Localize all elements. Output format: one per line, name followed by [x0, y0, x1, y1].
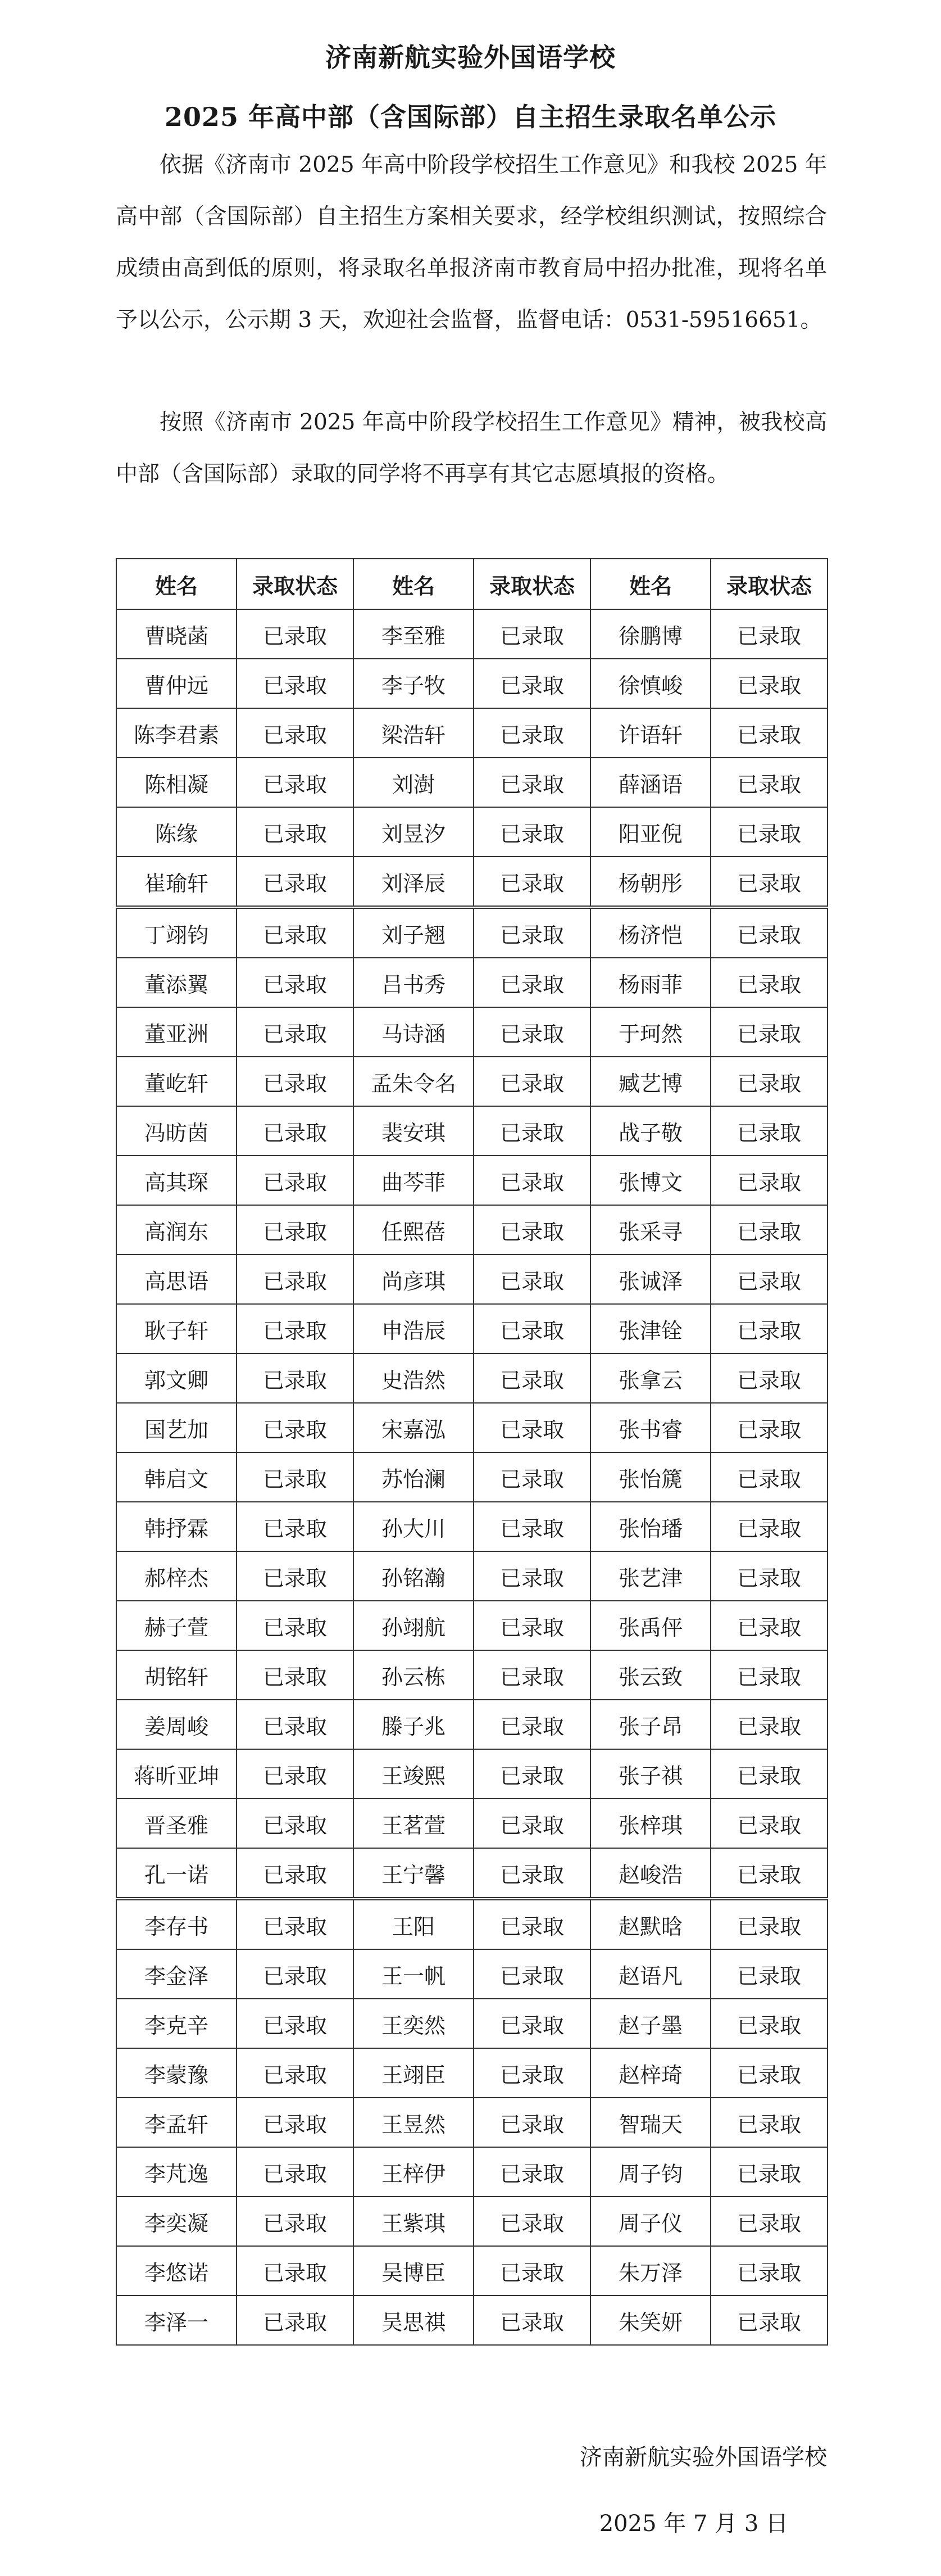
column-header-name: 姓名 — [116, 559, 237, 609]
table-row — [116, 1899, 828, 1949]
admission-status-cell: 已录取 — [237, 1156, 353, 1205]
student-name-cell: 蒋昕亚坤 — [116, 1749, 237, 1799]
admission-status-cell: 已录取 — [711, 1452, 828, 1502]
admission-status-cell: 已录取 — [711, 1601, 828, 1650]
admission-status-cell: 已录取 — [711, 807, 828, 857]
student-name-cell: 朱笑妍 — [590, 2296, 711, 2345]
admission-status-cell: 已录取 — [474, 609, 590, 659]
school-title: 济南新航实验外国语学校 — [325, 42, 616, 73]
student-name-cell: 张梓琪 — [590, 1799, 711, 1848]
student-name-cell: 董屹轩 — [116, 1057, 237, 1106]
admission-status-cell: 已录取 — [711, 958, 828, 1007]
admission-status-cell: 已录取 — [237, 958, 353, 1007]
student-name-cell: 苏怡澜 — [353, 1452, 474, 1502]
table-row — [116, 758, 828, 807]
admission-status-cell: 已录取 — [237, 758, 353, 807]
student-name-cell: 王一帆 — [353, 1949, 474, 1999]
student-name-cell: 李孟轩 — [116, 2098, 237, 2147]
student-name-cell: 赵梓琦 — [590, 2048, 711, 2098]
student-name-cell: 李悠诺 — [116, 2246, 237, 2296]
admission-status-cell: 已录取 — [474, 1156, 590, 1205]
admission-status-cell: 已录取 — [474, 1205, 590, 1255]
admission-status-cell: 已录取 — [474, 1255, 590, 1304]
student-name-cell: 董添翼 — [116, 958, 237, 1007]
admission-status-cell: 已录取 — [711, 758, 828, 807]
admission-status-cell: 已录取 — [711, 1205, 828, 1255]
admission-status-cell: 已录取 — [474, 659, 590, 708]
admission-status-cell: 已录取 — [237, 659, 353, 708]
admission-status-cell: 已录取 — [474, 1848, 590, 1899]
student-name-cell: 吕书秀 — [353, 958, 474, 1007]
student-name-cell: 郭文卿 — [116, 1353, 237, 1403]
student-name-cell: 王梓伊 — [353, 2147, 474, 2197]
student-name-cell: 李子牧 — [353, 659, 474, 708]
table-row — [116, 1650, 828, 1700]
student-name-cell: 张怡璠 — [590, 1502, 711, 1551]
student-name-cell: 徐慎峻 — [590, 659, 711, 708]
student-name-cell: 吴思祺 — [353, 2296, 474, 2345]
student-name-cell: 曲芩菲 — [353, 1156, 474, 1205]
admission-status-cell: 已录取 — [711, 2296, 828, 2345]
student-name-cell: 马诗涵 — [353, 1007, 474, 1057]
admission-status-cell: 已录取 — [474, 2296, 590, 2345]
table-row — [116, 2147, 828, 2197]
student-name-cell: 周子钧 — [590, 2147, 711, 2197]
column-header-status: 录取状态 — [237, 559, 353, 609]
admission-status-cell: 已录取 — [711, 1403, 828, 1452]
table-row — [116, 1057, 828, 1106]
admission-status-cell: 已录取 — [474, 1999, 590, 2048]
table-row — [116, 1949, 828, 1999]
table-row — [116, 1403, 828, 1452]
student-name-cell: 张书睿 — [590, 1403, 711, 1452]
admission-status-cell: 已录取 — [474, 2098, 590, 2147]
student-name-cell: 赵语凡 — [590, 1949, 711, 1999]
admission-status-cell: 已录取 — [237, 1848, 353, 1899]
student-name-cell: 张诚泽 — [590, 1255, 711, 1304]
intro-paragraph-1: 依据《济南市 2025 年高中阶段学校招生工作意见》和我校 2025 年高中部（含国际部）自主招生方案相关要求，经学校组织测试，按照综合成绩由高到低的原则，将录取名单报济南市教育局中招办批准，现将名单予以公示，公示期 3 天，欢迎社会监督，监督电话：0531-59516651。 — [116, 152, 827, 333]
student-name-cell: 李蒙豫 — [116, 2048, 237, 2098]
admission-status-cell: 已录取 — [237, 907, 353, 958]
table-row — [116, 1452, 828, 1502]
admission-status-cell: 已录取 — [711, 907, 828, 958]
admission-status-cell: 已录取 — [237, 1057, 353, 1106]
student-name-cell: 董亚洲 — [116, 1007, 237, 1057]
student-name-cell: 孙铭瀚 — [353, 1551, 474, 1601]
student-name-cell: 徐鹏博 — [590, 609, 711, 659]
student-name-cell: 薛涵语 — [590, 758, 711, 807]
admission-status-cell: 已录取 — [237, 2147, 353, 2197]
student-name-cell: 韩抒霖 — [116, 1502, 237, 1551]
student-name-cell: 李芃逸 — [116, 2147, 237, 2197]
student-name-cell: 裴安琪 — [353, 1106, 474, 1156]
admission-status-cell: 已录取 — [474, 1106, 590, 1156]
student-name-cell: 李存书 — [116, 1899, 237, 1949]
admission-table — [116, 558, 828, 2346]
table-row — [116, 1749, 828, 1799]
admission-status-cell: 已录取 — [474, 2048, 590, 2098]
student-name-cell: 刘澍 — [353, 758, 474, 807]
admission-status-cell: 已录取 — [237, 1601, 353, 1650]
footer-organization: 济南新航实验外国语学校 — [580, 2444, 827, 2470]
admission-status-cell: 已录取 — [474, 1749, 590, 1799]
table-row — [116, 1601, 828, 1650]
student-name-cell: 智瑞天 — [590, 2098, 711, 2147]
admission-status-cell: 已录取 — [474, 857, 590, 907]
student-name-cell: 张博文 — [590, 1156, 711, 1205]
admission-status-cell: 已录取 — [711, 1551, 828, 1601]
table-row — [116, 857, 828, 907]
table-row — [116, 1353, 828, 1403]
admission-status-cell: 已录取 — [711, 857, 828, 907]
admission-status-cell: 已录取 — [474, 2246, 590, 2296]
table-row — [116, 2197, 828, 2246]
student-name-cell: 史浩然 — [353, 1353, 474, 1403]
student-name-cell: 张采寻 — [590, 1205, 711, 1255]
student-name-cell: 李至雅 — [353, 609, 474, 659]
table-row — [116, 958, 828, 1007]
admission-status-cell: 已录取 — [237, 1949, 353, 1999]
student-name-cell: 杨雨菲 — [590, 958, 711, 1007]
admission-status-cell: 已录取 — [711, 1304, 828, 1353]
admission-status-cell: 已录取 — [474, 1403, 590, 1452]
admission-status-cell: 已录取 — [474, 2147, 590, 2197]
table-row — [116, 2098, 828, 2147]
student-name-cell: 张津铨 — [590, 1304, 711, 1353]
table-row — [116, 2296, 828, 2345]
table-row — [116, 609, 828, 659]
admission-status-cell: 已录取 — [474, 1601, 590, 1650]
admission-status-cell: 已录取 — [237, 2098, 353, 2147]
student-name-cell: 孟朱令名 — [353, 1057, 474, 1106]
student-name-cell: 曹仲远 — [116, 659, 237, 708]
admission-status-cell: 已录取 — [711, 1899, 828, 1949]
intro-paragraph-2: 按照《济南市 2025 年高中阶段学校招生工作意见》精神，被我校高中部（含国际部）录取的同学将不再享有其它志愿填报的资格。 — [116, 410, 827, 487]
admission-status-cell: 已录取 — [237, 857, 353, 907]
student-name-cell: 张艺津 — [590, 1551, 711, 1601]
admission-status-cell: 已录取 — [237, 1749, 353, 1799]
student-name-cell: 赵峻浩 — [590, 1848, 711, 1899]
admission-status-cell: 已录取 — [237, 1452, 353, 1502]
student-name-cell: 周子仪 — [590, 2197, 711, 2246]
admission-status-cell: 已录取 — [474, 1502, 590, 1551]
admission-status-cell: 已录取 — [474, 1799, 590, 1848]
admission-status-cell: 已录取 — [237, 1007, 353, 1057]
student-name-cell: 王阳 — [353, 1899, 474, 1949]
student-name-cell: 王昱然 — [353, 2098, 474, 2147]
student-name-cell: 宋嘉泓 — [353, 1403, 474, 1452]
admission-status-cell: 已录取 — [711, 1353, 828, 1403]
admission-status-cell: 已录取 — [237, 1403, 353, 1452]
table-row — [116, 807, 828, 857]
admission-status-cell: 已录取 — [711, 2197, 828, 2246]
student-name-cell: 李泽一 — [116, 2296, 237, 2345]
student-name-cell: 阳亚倪 — [590, 807, 711, 857]
admission-status-cell: 已录取 — [237, 1700, 353, 1749]
admission-status-cell: 已录取 — [474, 1304, 590, 1353]
admission-status-cell: 已录取 — [711, 2098, 828, 2147]
admission-status-cell: 已录取 — [237, 2296, 353, 2345]
table-row — [116, 2048, 828, 2098]
notice-title: 2025 年高中部（含国际部）自主招生录取名单公示 — [164, 102, 777, 132]
admission-status-cell: 已录取 — [711, 1949, 828, 1999]
student-name-cell: 王宁馨 — [353, 1848, 474, 1899]
table-row — [116, 1848, 828, 1899]
student-name-cell: 张禹伻 — [590, 1601, 711, 1650]
admission-status-cell: 已录取 — [237, 1205, 353, 1255]
student-name-cell: 孔一诺 — [116, 1848, 237, 1899]
admission-status-cell: 已录取 — [237, 708, 353, 758]
student-name-cell: 赵默晗 — [590, 1899, 711, 1949]
table-row — [116, 1999, 828, 2048]
admission-status-cell: 已录取 — [711, 1255, 828, 1304]
student-name-cell: 任熙蓓 — [353, 1205, 474, 1255]
admission-status-cell: 已录取 — [237, 2048, 353, 2098]
admission-status-cell: 已录取 — [711, 2048, 828, 2098]
admission-status-cell: 已录取 — [237, 2197, 353, 2246]
student-name-cell: 陈李君素 — [116, 708, 237, 758]
student-name-cell: 崔瑜轩 — [116, 857, 237, 907]
student-name-cell: 高思语 — [116, 1255, 237, 1304]
admission-status-cell: 已录取 — [237, 1650, 353, 1700]
admission-status-cell: 已录取 — [711, 708, 828, 758]
student-name-cell: 申浩辰 — [353, 1304, 474, 1353]
admission-status-cell: 已录取 — [237, 1799, 353, 1848]
student-name-cell: 杨朝彤 — [590, 857, 711, 907]
student-name-cell: 韩启文 — [116, 1452, 237, 1502]
admission-status-cell: 已录取 — [474, 958, 590, 1007]
student-name-cell: 张拿云 — [590, 1353, 711, 1403]
admission-status-cell: 已录取 — [237, 1255, 353, 1304]
table-row — [116, 1304, 828, 1353]
admission-status-cell: 已录取 — [474, 1452, 590, 1502]
admission-status-cell: 已录取 — [474, 1700, 590, 1749]
student-name-cell: 王竣熙 — [353, 1749, 474, 1799]
admission-status-cell: 已录取 — [237, 1999, 353, 2048]
table-row — [116, 2246, 828, 2296]
column-header-name: 姓名 — [353, 559, 474, 609]
student-name-cell: 晋圣雅 — [116, 1799, 237, 1848]
admission-status-cell: 已录取 — [237, 807, 353, 857]
admission-status-cell: 已录取 — [474, 2197, 590, 2246]
admission-status-cell: 已录取 — [237, 1353, 353, 1403]
admission-status-cell: 已录取 — [474, 1057, 590, 1106]
table-row — [116, 1255, 828, 1304]
student-name-cell: 赵子墨 — [590, 1999, 711, 2048]
admission-status-cell: 已录取 — [474, 907, 590, 958]
student-name-cell: 刘昱汐 — [353, 807, 474, 857]
student-name-cell: 郝梓杰 — [116, 1551, 237, 1601]
table-row — [116, 659, 828, 708]
admission-status-cell: 已录取 — [474, 1007, 590, 1057]
student-name-cell: 吴博臣 — [353, 2246, 474, 2296]
student-name-cell: 高其琛 — [116, 1156, 237, 1205]
column-header-status: 录取状态 — [474, 559, 590, 609]
admission-status-cell: 已录取 — [711, 1057, 828, 1106]
student-name-cell: 张子昂 — [590, 1700, 711, 1749]
column-header-name: 姓名 — [590, 559, 711, 609]
admission-status-cell: 已录取 — [711, 659, 828, 708]
student-name-cell: 丁翊钧 — [116, 907, 237, 958]
student-name-cell: 尚彦琪 — [353, 1255, 474, 1304]
admission-status-cell: 已录取 — [474, 708, 590, 758]
student-name-cell: 曹晓菡 — [116, 609, 237, 659]
student-name-cell: 王紫琪 — [353, 2197, 474, 2246]
admission-status-cell: 已录取 — [474, 1899, 590, 1949]
column-header-status: 录取状态 — [711, 559, 828, 609]
student-name-cell: 朱万泽 — [590, 2246, 711, 2296]
admission-status-cell: 已录取 — [711, 1156, 828, 1205]
student-name-cell: 高润东 — [116, 1205, 237, 1255]
student-name-cell: 王翊臣 — [353, 2048, 474, 2098]
admission-status-cell: 已录取 — [711, 1106, 828, 1156]
admission-status-cell: 已录取 — [474, 1650, 590, 1700]
student-name-cell: 陈相凝 — [116, 758, 237, 807]
table-row — [116, 1700, 828, 1749]
admission-status-cell: 已录取 — [474, 758, 590, 807]
student-name-cell: 冯昉茵 — [116, 1106, 237, 1156]
admission-status-cell: 已录取 — [711, 1799, 828, 1848]
student-name-cell: 王茗萱 — [353, 1799, 474, 1848]
admission-status-cell: 已录取 — [711, 1848, 828, 1899]
table-row — [116, 708, 828, 758]
student-name-cell: 于珂然 — [590, 1007, 711, 1057]
student-name-cell: 杨济恺 — [590, 907, 711, 958]
student-name-cell: 姜周峻 — [116, 1700, 237, 1749]
student-name-cell: 李金泽 — [116, 1949, 237, 1999]
student-name-cell: 李奕凝 — [116, 2197, 237, 2246]
table-row — [116, 907, 828, 958]
table-row — [116, 1007, 828, 1057]
student-name-cell: 张云致 — [590, 1650, 711, 1700]
admission-status-cell: 已录取 — [237, 609, 353, 659]
table-row — [116, 1502, 828, 1551]
admission-status-cell: 已录取 — [237, 1304, 353, 1353]
admission-status-cell: 已录取 — [711, 1999, 828, 2048]
table-header-row — [116, 559, 828, 609]
student-name-cell: 张怡篪 — [590, 1452, 711, 1502]
table-row — [116, 1799, 828, 1848]
student-name-cell: 许语轩 — [590, 708, 711, 758]
footer-date: 2025 年 7 月 3 日 — [599, 2511, 788, 2537]
student-name-cell: 孙云栋 — [353, 1650, 474, 1700]
student-name-cell: 滕子兆 — [353, 1700, 474, 1749]
admission-table-body — [116, 609, 828, 2345]
student-name-cell: 张子祺 — [590, 1749, 711, 1799]
admission-status-cell: 已录取 — [711, 2147, 828, 2197]
admission-status-cell: 已录取 — [711, 1650, 828, 1700]
student-name-cell: 王奕然 — [353, 1999, 474, 2048]
student-name-cell: 李克辛 — [116, 1999, 237, 2048]
table-row — [116, 1205, 828, 1255]
student-name-cell: 刘子翘 — [353, 907, 474, 958]
student-name-cell: 陈缘 — [116, 807, 237, 857]
admission-status-cell: 已录取 — [474, 1551, 590, 1601]
student-name-cell: 臧艺博 — [590, 1057, 711, 1106]
admission-status-cell: 已录取 — [237, 1106, 353, 1156]
student-name-cell: 耿子轩 — [116, 1304, 237, 1353]
table-row — [116, 1551, 828, 1601]
admission-status-cell: 已录取 — [711, 2246, 828, 2296]
admission-status-cell: 已录取 — [237, 2246, 353, 2296]
admission-status-cell: 已录取 — [711, 1007, 828, 1057]
admission-status-cell: 已录取 — [237, 1899, 353, 1949]
student-name-cell: 赫子萱 — [116, 1601, 237, 1650]
student-name-cell: 国艺加 — [116, 1403, 237, 1452]
student-name-cell: 孙翊航 — [353, 1601, 474, 1650]
student-name-cell: 梁浩轩 — [353, 708, 474, 758]
admission-status-cell: 已录取 — [711, 1700, 828, 1749]
table-row — [116, 1106, 828, 1156]
student-name-cell: 刘泽辰 — [353, 857, 474, 907]
student-name-cell: 胡铭轩 — [116, 1650, 237, 1700]
admission-status-cell: 已录取 — [711, 609, 828, 659]
admission-status-cell: 已录取 — [474, 807, 590, 857]
admission-status-cell: 已录取 — [711, 1749, 828, 1799]
student-name-cell: 孙大川 — [353, 1502, 474, 1551]
table-row — [116, 1156, 828, 1205]
admission-status-cell: 已录取 — [474, 1353, 590, 1403]
admission-status-cell: 已录取 — [474, 1949, 590, 1999]
student-name-cell: 战子敬 — [590, 1106, 711, 1156]
admission-status-cell: 已录取 — [237, 1551, 353, 1601]
admission-status-cell: 已录取 — [711, 1502, 828, 1551]
admission-status-cell: 已录取 — [237, 1502, 353, 1551]
